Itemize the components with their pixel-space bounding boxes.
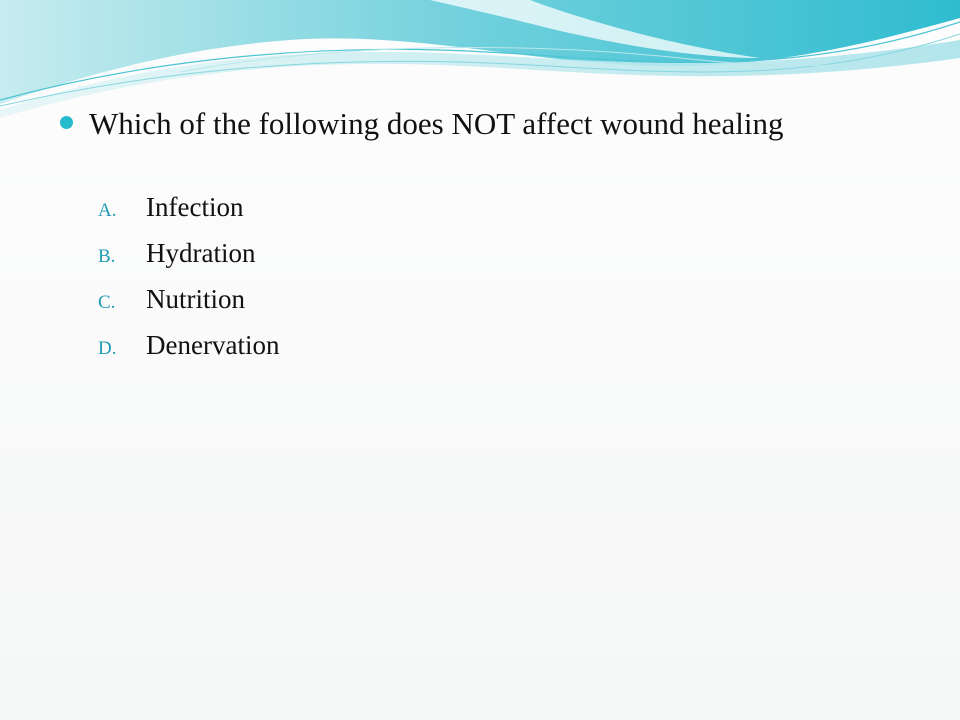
option-label: Denervation — [146, 330, 280, 360]
option-letter: A. — [98, 200, 117, 221]
answer-options-list — [98, 192, 279, 376]
option-letter: D. — [98, 338, 117, 359]
answer-option — [98, 284, 279, 330]
answer-option — [98, 192, 279, 238]
answer-option — [98, 330, 279, 376]
option-label: Infection — [146, 192, 244, 222]
question-bullet-item — [60, 104, 840, 144]
option-label: Nutrition — [146, 284, 245, 314]
option-label: Hydration — [146, 238, 256, 268]
answer-option — [98, 238, 279, 284]
option-letter: B. — [98, 246, 116, 267]
bullet-dot-icon — [60, 116, 73, 129]
question-text: Which of the following does NOT affect wound healing — [89, 106, 784, 141]
option-letter: C. — [98, 292, 116, 313]
